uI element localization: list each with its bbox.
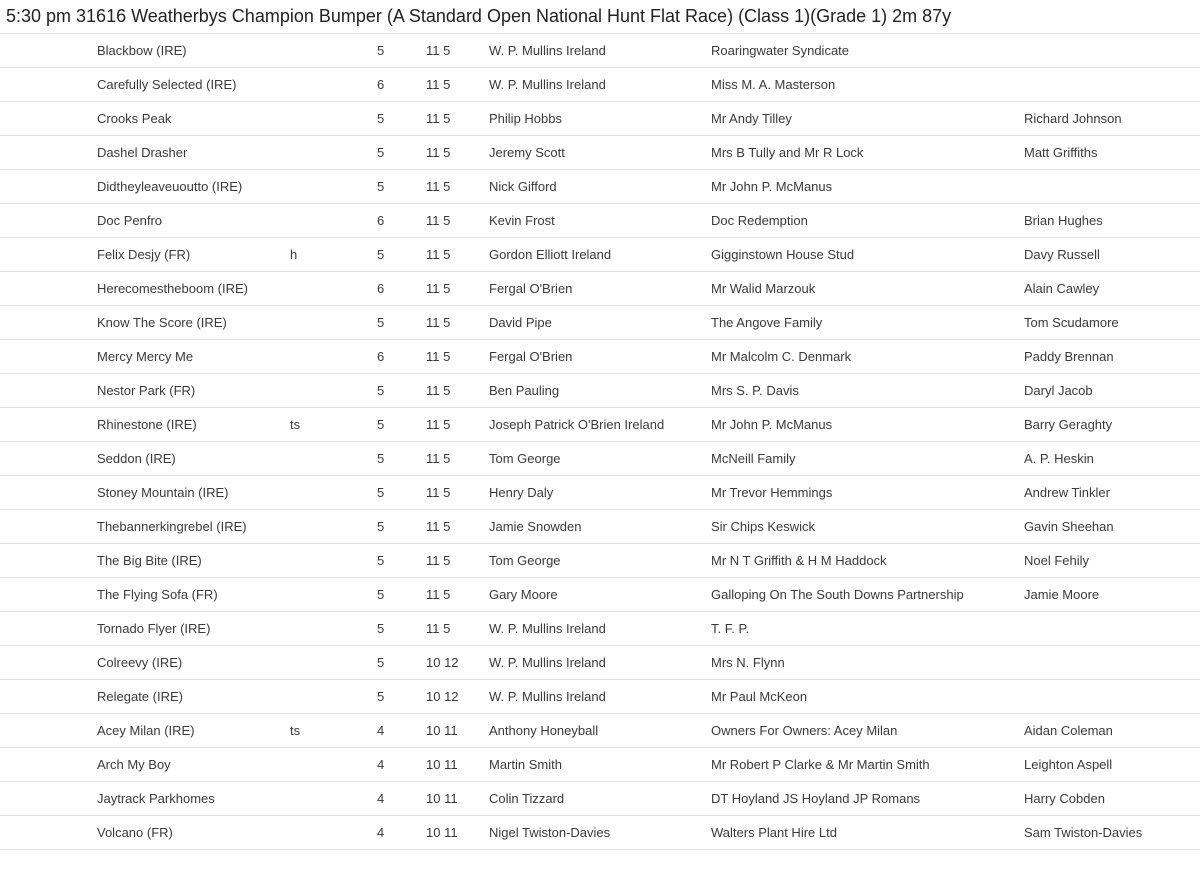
headgear: ts (290, 714, 377, 748)
headgear (290, 476, 377, 510)
owner-name: Sir Chips Keswick (711, 510, 1024, 544)
owner-name: Mr Walid Marzouk (711, 272, 1024, 306)
table-row[interactable] (0, 238, 1200, 272)
owner-name: Miss M. A. Masterson (711, 68, 1024, 102)
horse-age: 5 (377, 612, 426, 646)
horse-age: 6 (377, 68, 426, 102)
row-number-cell (0, 748, 97, 782)
headgear (290, 612, 377, 646)
headgear: ts (290, 408, 377, 442)
owner-name: Mr Robert P Clarke & Mr Martin Smith (711, 748, 1024, 782)
jockey-name: Daryl Jacob (1024, 374, 1200, 408)
table-row[interactable] (0, 510, 1200, 544)
headgear (290, 646, 377, 680)
horse-weight: 10 11 (426, 748, 489, 782)
trainer-name: W. P. Mullins Ireland (489, 680, 711, 714)
trainer-name: Colin Tizzard (489, 782, 711, 816)
headgear (290, 782, 377, 816)
horse-name: Herecomestheboom (IRE) (97, 272, 290, 306)
horse-weight: 11 5 (426, 102, 489, 136)
runner-rows (0, 34, 1200, 850)
headgear (290, 136, 377, 170)
horse-weight: 11 5 (426, 476, 489, 510)
row-number-cell (0, 442, 97, 476)
trainer-name: Joseph Patrick O'Brien Ireland (489, 408, 711, 442)
table-row[interactable] (0, 578, 1200, 612)
horse-weight: 11 5 (426, 544, 489, 578)
table-row[interactable] (0, 272, 1200, 306)
row-number-cell (0, 476, 97, 510)
trainer-name: Henry Daly (489, 476, 711, 510)
horse-name: Dashel Drasher (97, 136, 290, 170)
jockey-name: Sam Twiston-Davies (1024, 816, 1200, 850)
headgear (290, 748, 377, 782)
row-number-cell (0, 578, 97, 612)
horse-name: The Flying Sofa (FR) (97, 578, 290, 612)
trainer-name: W. P. Mullins Ireland (489, 34, 711, 68)
trainer-name: Anthony Honeyball (489, 714, 711, 748)
owner-name: Doc Redemption (711, 204, 1024, 238)
horse-weight: 11 5 (426, 68, 489, 102)
horse-name: Nestor Park (FR) (97, 374, 290, 408)
trainer-name: Martin Smith (489, 748, 711, 782)
trainer-name: W. P. Mullins Ireland (489, 646, 711, 680)
trainer-name: W. P. Mullins Ireland (489, 612, 711, 646)
row-number-cell (0, 680, 97, 714)
jockey-name: Jamie Moore (1024, 578, 1200, 612)
horse-age: 5 (377, 306, 426, 340)
headgear (290, 170, 377, 204)
table-row[interactable] (0, 612, 1200, 646)
horse-weight: 11 5 (426, 204, 489, 238)
horse-weight: 11 5 (426, 408, 489, 442)
horse-name: Tornado Flyer (IRE) (97, 612, 290, 646)
owner-name: Mr Andy Tilley (711, 102, 1024, 136)
horse-age: 4 (377, 782, 426, 816)
row-number-cell (0, 374, 97, 408)
race-title: 5:30 pm 31616 Weatherbys Champion Bumper (A Standard Open National Hunt Flat Race) (Class 1)(Grade 1) 2m 87y (0, 0, 1200, 34)
table-row[interactable] (0, 408, 1200, 442)
row-number-cell (0, 646, 97, 680)
owner-name: Mrs N. Flynn (711, 646, 1024, 680)
jockey-name (1024, 34, 1200, 68)
horse-age: 5 (377, 544, 426, 578)
horse-name: Felix Desjy (FR) (97, 238, 290, 272)
owner-name: Owners For Owners: Acey Milan (711, 714, 1024, 748)
row-number-cell (0, 816, 97, 850)
trainer-name: Jamie Snowden (489, 510, 711, 544)
jockey-name (1024, 680, 1200, 714)
jockey-name: Barry Geraghty (1024, 408, 1200, 442)
headgear (290, 306, 377, 340)
owner-name: McNeill Family (711, 442, 1024, 476)
trainer-name: David Pipe (489, 306, 711, 340)
horse-age: 6 (377, 204, 426, 238)
trainer-name: Gary Moore (489, 578, 711, 612)
table-row[interactable] (0, 714, 1200, 748)
owner-name: Mr John P. McManus (711, 408, 1024, 442)
trainer-name: Tom George (489, 544, 711, 578)
horse-age: 6 (377, 272, 426, 306)
table-row[interactable] (0, 680, 1200, 714)
owner-name: Mrs B Tully and Mr R Lock (711, 136, 1024, 170)
jockey-name (1024, 646, 1200, 680)
row-number-cell (0, 136, 97, 170)
horse-weight: 11 5 (426, 170, 489, 204)
horse-age: 5 (377, 238, 426, 272)
horse-age: 4 (377, 714, 426, 748)
horse-name: Thebannerkingrebel (IRE) (97, 510, 290, 544)
row-number-cell (0, 510, 97, 544)
horse-weight: 11 5 (426, 578, 489, 612)
table-row[interactable] (0, 476, 1200, 510)
horse-weight: 11 5 (426, 136, 489, 170)
horse-weight: 11 5 (426, 306, 489, 340)
headgear (290, 578, 377, 612)
horse-weight: 10 12 (426, 680, 489, 714)
trainer-name: Fergal O'Brien (489, 272, 711, 306)
table-row[interactable] (0, 102, 1200, 136)
horse-age: 5 (377, 510, 426, 544)
owner-name: Mr Trevor Hemmings (711, 476, 1024, 510)
jockey-name: Aidan Coleman (1024, 714, 1200, 748)
headgear (290, 374, 377, 408)
jockey-name: Paddy Brennan (1024, 340, 1200, 374)
horse-age: 4 (377, 748, 426, 782)
owner-name: Mrs S. P. Davis (711, 374, 1024, 408)
trainer-name: Ben Pauling (489, 374, 711, 408)
trainer-name: Fergal O'Brien (489, 340, 711, 374)
horse-name: Relegate (IRE) (97, 680, 290, 714)
table-row[interactable] (0, 544, 1200, 578)
horse-age: 5 (377, 578, 426, 612)
row-number-cell (0, 170, 97, 204)
jockey-name (1024, 68, 1200, 102)
horse-name: Doc Penfro (97, 204, 290, 238)
table-row[interactable] (0, 374, 1200, 408)
owner-name: Gigginstown House Stud (711, 238, 1024, 272)
horse-age: 5 (377, 102, 426, 136)
row-number-cell (0, 102, 97, 136)
jockey-name: Matt Griffiths (1024, 136, 1200, 170)
horse-weight: 11 5 (426, 612, 489, 646)
table-row[interactable] (0, 646, 1200, 680)
horse-age: 5 (377, 408, 426, 442)
row-number-cell (0, 238, 97, 272)
row-number-cell (0, 34, 97, 68)
owner-name: Mr Paul McKeon (711, 680, 1024, 714)
row-number-cell (0, 272, 97, 306)
table-row[interactable] (0, 306, 1200, 340)
headgear: h (290, 238, 377, 272)
owner-name: DT Hoyland JS Hoyland JP Romans (711, 782, 1024, 816)
horse-weight: 11 5 (426, 272, 489, 306)
table-row[interactable] (0, 68, 1200, 102)
jockey-name: Harry Cobden (1024, 782, 1200, 816)
owner-name: Roaringwater Syndicate (711, 34, 1024, 68)
row-number-cell (0, 306, 97, 340)
horse-weight: 11 5 (426, 340, 489, 374)
table-row[interactable] (0, 34, 1200, 68)
trainer-name: Philip Hobbs (489, 102, 711, 136)
row-number-cell (0, 204, 97, 238)
horse-age: 5 (377, 170, 426, 204)
jockey-name: Andrew Tinkler (1024, 476, 1200, 510)
horse-name: Mercy Mercy Me (97, 340, 290, 374)
horse-weight: 11 5 (426, 34, 489, 68)
horse-name: Jaytrack Parkhomes (97, 782, 290, 816)
headgear (290, 816, 377, 850)
row-number-cell (0, 612, 97, 646)
table-row[interactable] (0, 782, 1200, 816)
horse-name: Acey Milan (IRE) (97, 714, 290, 748)
owner-name: Galloping On The South Downs Partnership (711, 578, 1024, 612)
horse-age: 5 (377, 374, 426, 408)
headgear (290, 544, 377, 578)
owner-name: Mr John P. McManus (711, 170, 1024, 204)
jockey-name: Richard Johnson (1024, 102, 1200, 136)
horse-age: 5 (377, 34, 426, 68)
trainer-name: Kevin Frost (489, 204, 711, 238)
horse-name: Blackbow (IRE) (97, 34, 290, 68)
horse-name: Volcano (FR) (97, 816, 290, 850)
horse-age: 5 (377, 646, 426, 680)
jockey-name: Davy Russell (1024, 238, 1200, 272)
horse-name: Arch My Boy (97, 748, 290, 782)
horse-name: Colreevy (IRE) (97, 646, 290, 680)
table-row[interactable] (0, 204, 1200, 238)
row-number-cell (0, 68, 97, 102)
trainer-name: Gordon Elliott Ireland (489, 238, 711, 272)
headgear (290, 680, 377, 714)
jockey-name: Gavin Sheehan (1024, 510, 1200, 544)
horse-name: Know The Score (IRE) (97, 306, 290, 340)
trainer-name: W. P. Mullins Ireland (489, 68, 711, 102)
trainer-name: Jeremy Scott (489, 136, 711, 170)
horse-name: Crooks Peak (97, 102, 290, 136)
table-row[interactable] (0, 136, 1200, 170)
horse-name: Rhinestone (IRE) (97, 408, 290, 442)
owner-name: Mr N T Griffith & H M Haddock (711, 544, 1024, 578)
horse-age: 5 (377, 136, 426, 170)
row-number-cell (0, 408, 97, 442)
headgear (290, 102, 377, 136)
jockey-name: Alain Cawley (1024, 272, 1200, 306)
headgear (290, 34, 377, 68)
horse-weight: 11 5 (426, 238, 489, 272)
horse-age: 5 (377, 476, 426, 510)
trainer-name: Nick Gifford (489, 170, 711, 204)
headgear (290, 442, 377, 476)
row-number-cell (0, 544, 97, 578)
owner-name: Walters Plant Hire Ltd (711, 816, 1024, 850)
table-row[interactable] (0, 170, 1200, 204)
horse-weight: 10 11 (426, 782, 489, 816)
horse-weight: 11 5 (426, 374, 489, 408)
trainer-name: Nigel Twiston-Davies (489, 816, 711, 850)
horse-weight: 10 11 (426, 714, 489, 748)
horse-weight: 10 11 (426, 816, 489, 850)
horse-name: The Big Bite (IRE) (97, 544, 290, 578)
jockey-name: Noel Fehily (1024, 544, 1200, 578)
table-row[interactable] (0, 816, 1200, 850)
owner-name: Mr Malcolm C. Denmark (711, 340, 1024, 374)
horse-name: Carefully Selected (IRE) (97, 68, 290, 102)
jockey-name (1024, 612, 1200, 646)
horse-weight: 11 5 (426, 442, 489, 476)
horse-age: 5 (377, 680, 426, 714)
horse-name: Didtheyleaveuoutto (IRE) (97, 170, 290, 204)
horse-age: 4 (377, 816, 426, 850)
headgear (290, 510, 377, 544)
trainer-name: Tom George (489, 442, 711, 476)
table-row[interactable] (0, 748, 1200, 782)
runners-table (0, 34, 1200, 850)
headgear (290, 204, 377, 238)
row-number-cell (0, 782, 97, 816)
jockey-name (1024, 170, 1200, 204)
row-number-cell (0, 340, 97, 374)
horse-age: 5 (377, 442, 426, 476)
jockey-name: A. P. Heskin (1024, 442, 1200, 476)
headgear (290, 272, 377, 306)
owner-name: The Angove Family (711, 306, 1024, 340)
owner-name: T. F. P. (711, 612, 1024, 646)
jockey-name: Leighton Aspell (1024, 748, 1200, 782)
horse-age: 6 (377, 340, 426, 374)
table-row[interactable] (0, 442, 1200, 476)
jockey-name: Brian Hughes (1024, 204, 1200, 238)
horse-weight: 11 5 (426, 510, 489, 544)
table-row[interactable] (0, 340, 1200, 374)
headgear (290, 68, 377, 102)
jockey-name: Tom Scudamore (1024, 306, 1200, 340)
horse-name: Stoney Mountain (IRE) (97, 476, 290, 510)
horse-weight: 10 12 (426, 646, 489, 680)
horse-name: Seddon (IRE) (97, 442, 290, 476)
headgear (290, 340, 377, 374)
row-number-cell (0, 714, 97, 748)
